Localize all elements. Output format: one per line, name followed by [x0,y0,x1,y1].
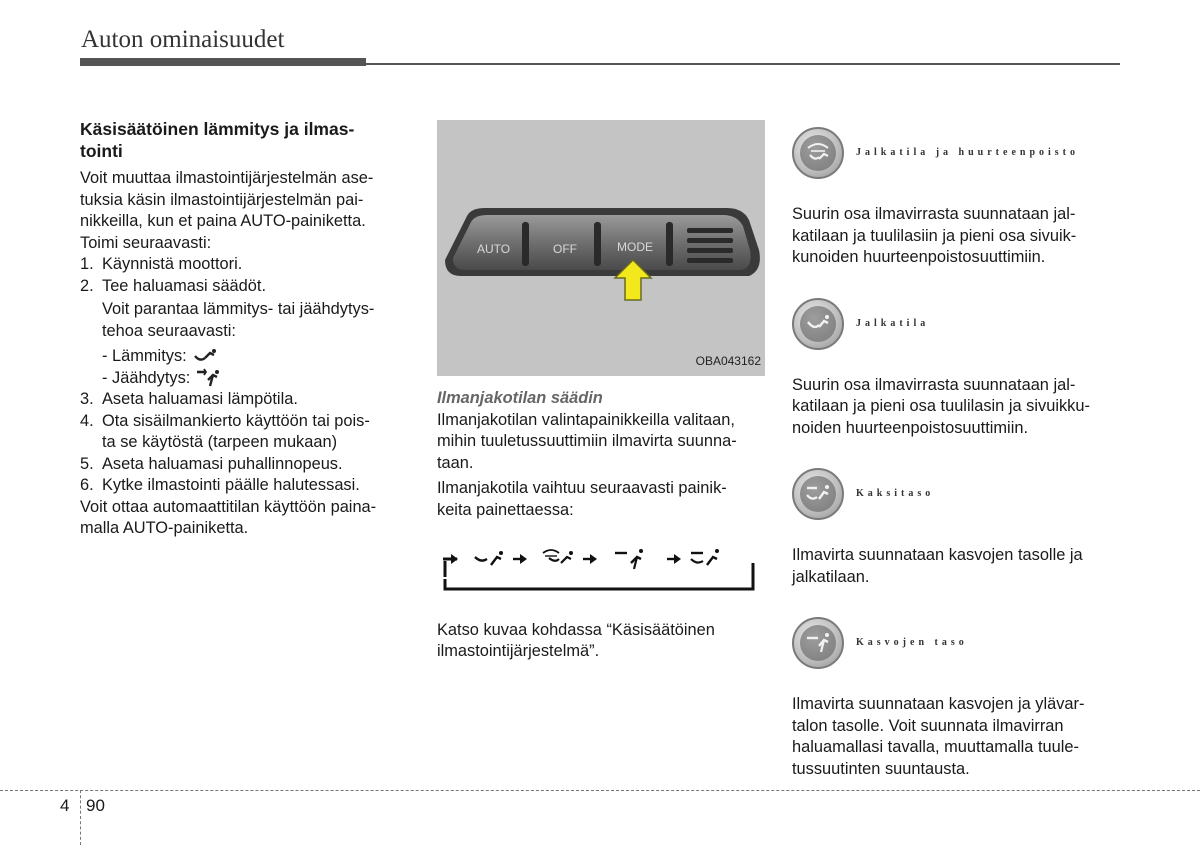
step-number: 3. [80,390,94,408]
footer-rule [0,790,1200,791]
control-panel-illustration [437,120,765,376]
column-left [80,118,410,540]
cooling-label: - Jäähdytys: [102,368,191,387]
step-number: 5. [80,454,94,473]
mode-item [792,463,1122,525]
heating-label: - Lämmitys: [102,347,187,365]
para-3: Katso kuvaa kohdassa “Käsisäätöinen ilmastointijärjestelmä”. [437,620,715,660]
step-number: 4. [80,411,94,430]
bi-level-button-icon [792,468,844,520]
step-item [80,475,410,497]
header-title: Auton ominaisuudet [81,26,285,53]
auto-button-label: AUTO [477,242,511,256]
heating-line [80,346,410,368]
footer-divider [80,790,81,845]
mode-label: Jalkatila ja huurteenpoisto [856,147,1080,159]
floor-defrost-icon [543,550,573,563]
off-button-label: OFF [553,242,577,256]
section-heading [80,118,410,162]
para-2: Ilmanjakotila vaihtuu seuraavasti painik- keita painettaessa: [437,479,727,519]
step-text: Aseta haluamasi lämpötila. [102,390,298,408]
step-item [80,389,410,411]
heading-line-1: Käsisäätöinen lämmitys ja ilmas- [80,119,355,139]
mode-description: Ilmavirta suunnataan kasvojen tasolle ja jalkatilaan. [792,546,1083,586]
step2-note: Voit parantaa lämmitys- tai jäähdytys- tehoa seuraavasti: [102,300,375,340]
step-item [80,411,410,454]
step-number: 2. [80,276,94,295]
caption-title: Ilmanjakotilan säädin [437,389,603,407]
floor-defrost-button-icon [792,127,844,179]
mode-description: Suurin osa ilmavirrasta suunnataan jal- katilaan ja tuulilasiin ja pieni osa sivuik- kunoiden huurteenpoistosuuttimiin. [792,205,1077,266]
mode-sequence-diagram [441,547,765,598]
face-button-icon [792,617,844,669]
header-rule-thin [366,63,1120,65]
mode-item [792,122,1122,184]
page-number: 90 [86,796,105,815]
face-mode-icon [196,368,222,388]
column-middle [437,120,765,663]
step-text: Ota sisäilmankierto käyttöön tai pois- ta se käytöstä (tarpeen mukaan) [102,411,370,451]
bi-level-icon [691,549,719,565]
cooling-line [80,368,410,390]
mode-description: Suurin osa ilmavirrasta suunnataan jal- katilaan ja pieni osa tuulilasin ja sivuikku- noiden huurteenpoistosuuttimiin. [792,375,1090,437]
mode-item [792,612,1122,674]
step-item [80,254,410,276]
column-right [792,122,1122,804]
header-rule-thick [80,58,366,66]
mode-label: Kaksitaso [856,488,935,500]
chapter-number: 4 [60,796,70,815]
step-item [80,454,410,476]
mode-button-label: MODE [617,240,653,254]
photo-code: OBA043162 [695,353,761,368]
arrow-icon [451,554,458,564]
intro-paragraph: Voit muuttaa ilmastointijärjestelmän ase- tuksia käsin ilmastointijärjestelmän pai- nikkeilla, kun et paina AUTO-painiketta. Toimi seuraavasti: [80,169,374,252]
mode-description: Ilmavirta suunnataan kasvojen ja ylävar- talon tasolle. Voit suunnata ilmavirran haluamallasi tavalla, muuttamalla tuule- tussuutinten suuntausta. [792,695,1085,778]
mode-label: Kasvojen taso [856,637,968,649]
floor-mode-icon [475,551,503,565]
para-1: Ilmanjakotilan valintapainikkeilla valitaan, mihin tuuletussuuttimiin ilmavirta suunna- taan. [437,410,737,472]
step-number: 1. [80,255,94,273]
mode-label: Jalkatila [856,317,930,329]
step-item [80,276,410,298]
step-text: Aseta haluamasi puhallinnopeus. [102,454,343,473]
outro-paragraph: Voit ottaa automaattitilan käyttöön paina- malla AUTO-painiketta. [80,497,377,537]
step-text: Käynnistä moottori. [102,255,243,273]
control-panel-photo [437,120,765,376]
floor-mode-icon [193,348,219,366]
arrow-icon [520,554,527,564]
arrow-icon [674,554,681,564]
step-number: 6. [80,476,94,494]
step-text: Kytke ilmastointi päälle halutessasi. [102,476,360,494]
heading-line-2: tointi [80,141,123,161]
arrow-icon [590,554,597,564]
step-text: Tee haluamasi säädöt. [102,276,267,295]
mode-item [792,293,1122,355]
face-mode-icon [615,549,643,569]
floor-button-icon [792,298,844,350]
